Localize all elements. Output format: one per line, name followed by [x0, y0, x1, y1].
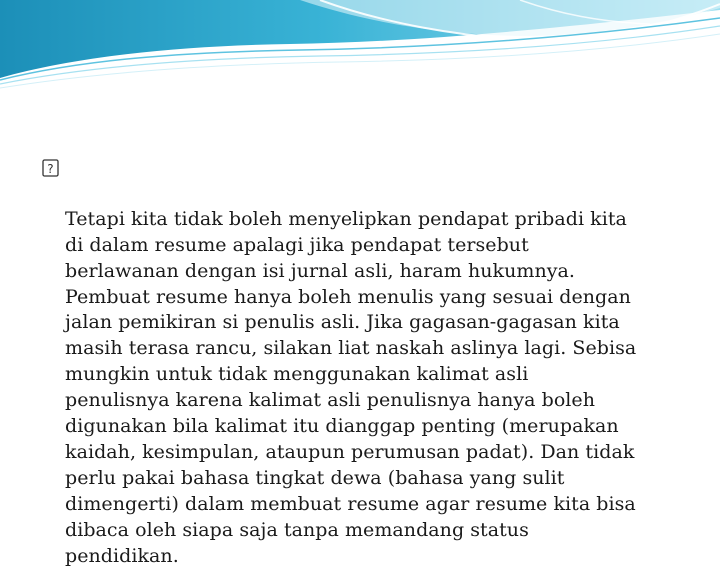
bullet-text: Tetapi kita tidak boleh menyelipkan pendapat pribadi kita di dalam resume apalagi jika pendapat tersebut berlawanan dengan isi jurnal asli, haram hukumnya. Pembuat resume hanya boleh menulis yang sesuai dengan jalan pemikiran si penulis asli. Jika gagasan-gagasan kita masih terasa rancu, silakan liat naskah aslinya lagi. Sebisa mungkin untuk tidak menggunakan kalimat asli penulisnya karena kalimat asli penulisnya hanya boleh digunakan bila kalimat itu dianggap penting (merupakan kaidah, kesimpulan, ataupun perumusan padat). Dan tidak perlu pakai bahasa tingkat dewa (bahasa yang sulit dimengerti) dalam membuat resume agar resume kita bisa dibaca oleh siapa saja tanpa memandang status pendidikan. [65, 207, 637, 567]
bullet-marker-icon [42, 159, 59, 177]
bullet-item [42, 155, 692, 570]
bullet-list [42, 155, 692, 570]
header-wave-decoration [0, 0, 720, 90]
svg-text:?: ? [47, 162, 54, 176]
